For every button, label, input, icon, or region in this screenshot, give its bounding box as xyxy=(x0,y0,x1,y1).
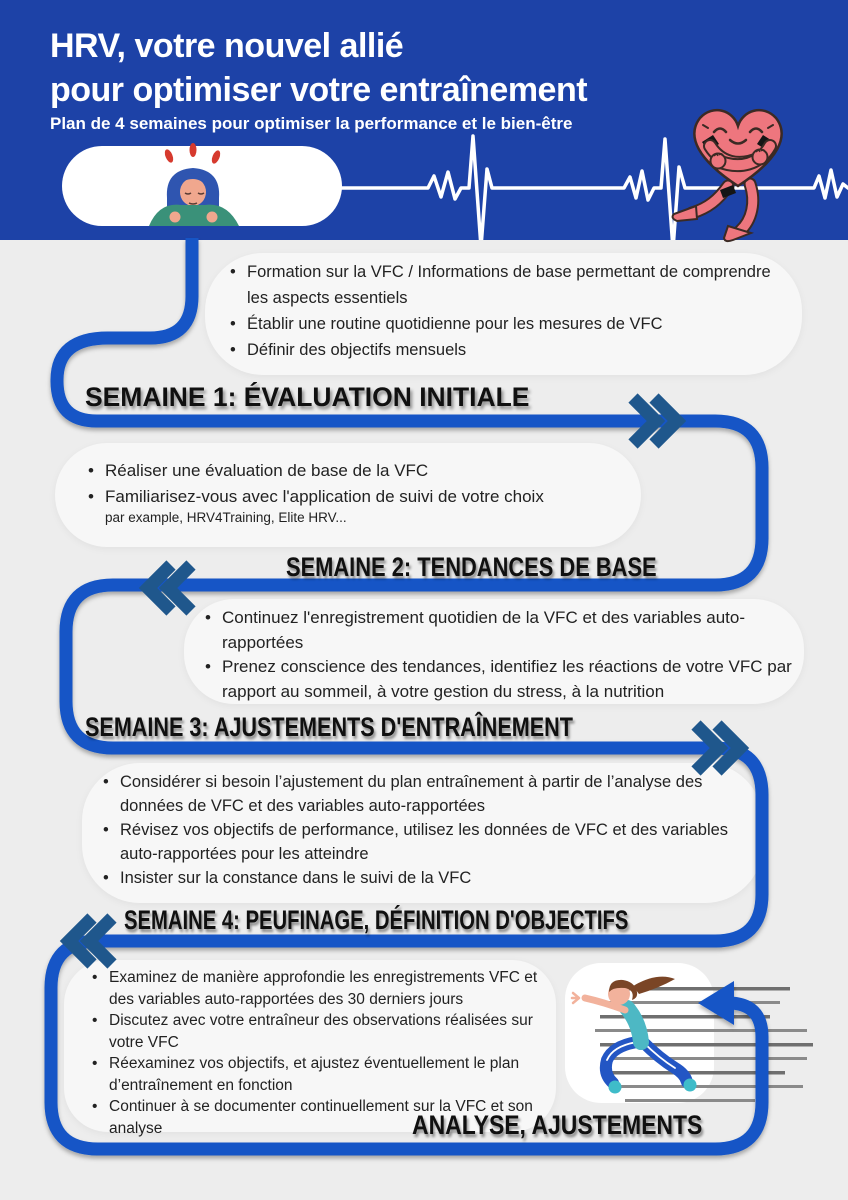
double-chevron-left-icon xyxy=(69,918,112,964)
week2-note: par example, HRV4Training, Elite HRV... xyxy=(105,510,347,525)
list-item: • Réaliser une évaluation de base de la VFC xyxy=(88,458,636,484)
list-item: • Réexaminez vos objectifs, et ajustez éventuellement le plan d’entraînement en fonction xyxy=(92,1053,559,1096)
list-item: • Continuer à se documenter continuellement sur la VFC et son analyse xyxy=(92,1096,559,1139)
week4-heading: SEMAINE 4: PEUFINAGE, DÉFINITION D'OBJECTIFS xyxy=(124,905,629,935)
page-title-line2: pour optimiser votre entraînement xyxy=(50,71,588,109)
page-title-line1: HRV, votre nouvel allié xyxy=(50,27,404,65)
week2-bullet-list xyxy=(88,458,636,527)
stressed-woman-illustration xyxy=(55,140,355,235)
list-item: • Prenez conscience des tendances, identifiez les réactions de votre VFC par rapport au sommeil, à votre gestion du stress, à la nutrition xyxy=(205,655,805,704)
list-item: • Formation sur la VFC / Informations de base permettant de comprendre les aspects essentiels xyxy=(230,259,782,311)
list-item: • Définir des objectifs mensuels xyxy=(230,337,782,363)
analysis-heading: ANALYSE, AJUSTEMENTS xyxy=(412,1110,703,1140)
week1-bullet-list xyxy=(230,259,782,363)
week3-heading: SEMAINE 3: AJUSTEMENTS D'ENTRAÎNEMENT xyxy=(85,712,573,742)
list-item: • Considérer si besoin l’ajustement du plan entraînement à partir de l’analyse des données de VFC et des variables auto-rapportées xyxy=(103,770,760,818)
page-subtitle: Plan de 4 semaines pour optimiser la performance et le bien-être xyxy=(50,114,573,133)
list-item: • Continuez l'enregistrement quotidien de la VFC et des variables auto-rapportées xyxy=(205,606,805,655)
list-item: • Établir une routine quotidienne pour les mesures de VFC xyxy=(230,311,782,337)
week3-bullet-list xyxy=(205,606,805,704)
double-chevron-left-icon xyxy=(148,565,191,611)
list-item: • Insister sur la constance dans le suivi de la VFC xyxy=(103,866,760,890)
page-title xyxy=(50,24,587,112)
sprinting-woman-illustration xyxy=(555,950,848,1120)
list-item: • Révisez vos objectifs de performance, utilisez les données de VFC et des variables auto-rapportées pour les atteindre xyxy=(103,818,760,866)
walking-heart-character-illustration xyxy=(668,98,808,243)
week4-bullet-list xyxy=(103,770,760,890)
double-chevron-right-icon xyxy=(633,398,677,444)
list-item: • Discutez avec votre entraîneur des observations réalisées sur votre VFC xyxy=(92,1010,559,1053)
week1-heading: SEMAINE 1: ÉVALUATION INITIALE xyxy=(85,382,530,412)
list-item: • Examinez de manière approfondie les enregistrements VFC et des variables auto-rapportées des 30 derniers jours xyxy=(92,967,559,1010)
week2-heading: SEMAINE 2: TENDANCES DE BASE xyxy=(286,552,657,582)
list-item: • Familiarisez-vous avec l'application de suivi de votre choix xyxy=(88,484,636,510)
